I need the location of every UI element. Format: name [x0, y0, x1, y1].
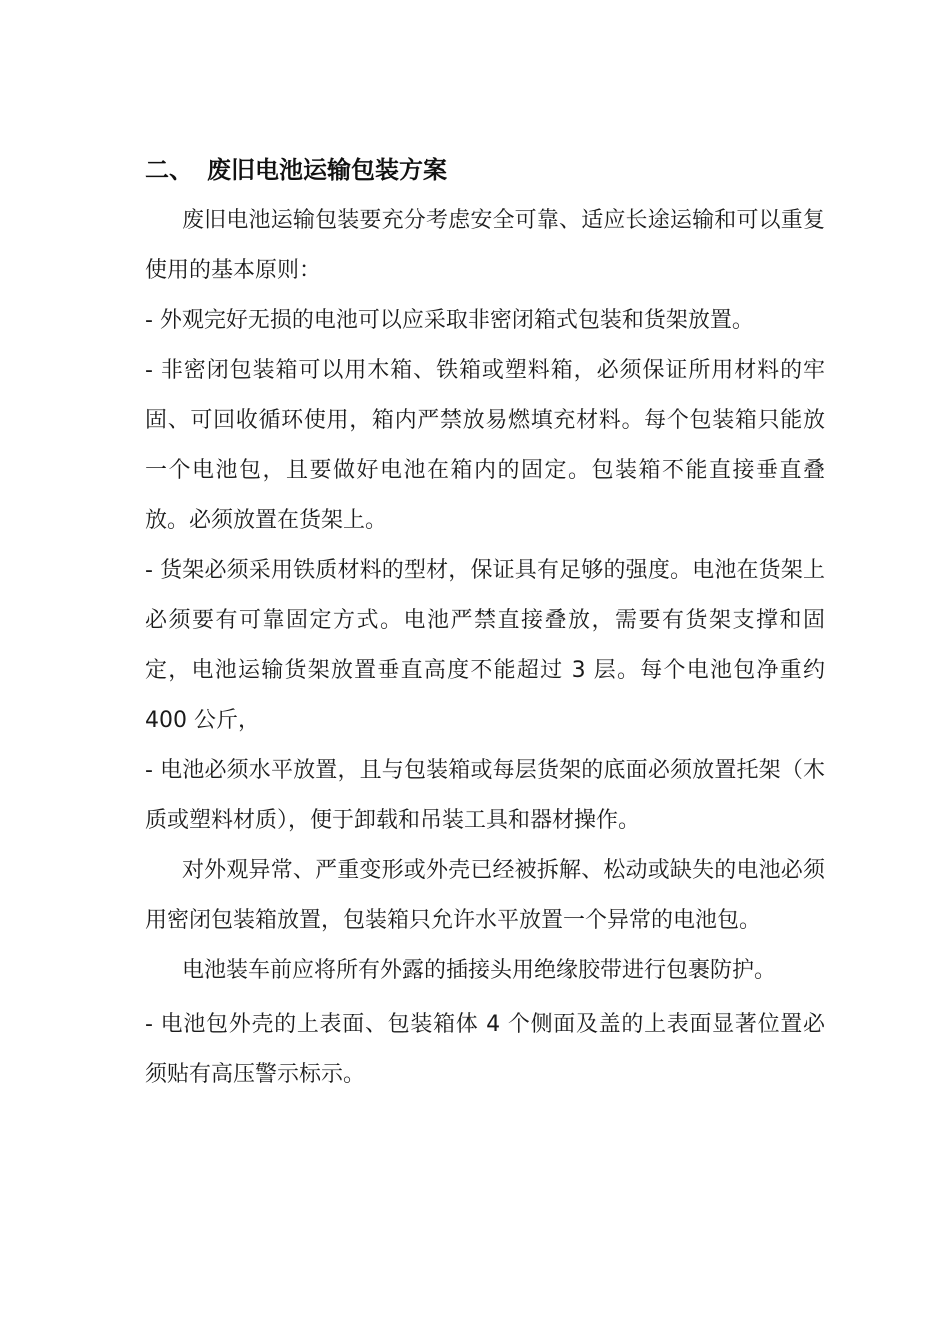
section-number: 二、: [145, 156, 193, 184]
document-body: [145, 196, 825, 1100]
paragraph-bullet-warning-labels: - 电池包外壳的上表面、包装箱体 4 个侧面及盖的上表面显著位置必须贴有高压警示标示。: [145, 1012, 825, 1087]
paragraph-insulation: 电池装车前应将所有外露的插接头用绝缘胶带进行包裹防护。: [182, 958, 777, 983]
paragraph-bullet-horizontal: - 电池必须水平放置，且与包装箱或每层货架的底面必须放置托架（木质或塑料材质），便于卸载和吊装工具和器材操作。: [145, 758, 825, 833]
paragraph-intro: 废旧电池运输包装要充分考虑安全可靠、适应长途运输和可以重复使用的基本原则：: [145, 208, 825, 283]
section-title: 废旧电池运输包装方案: [207, 156, 447, 184]
paragraph-bullet-shelves: - 货架必须采用铁质材料的型材，保证具有足够的强度。电池在货架上必须要有可靠固定方式。电池严禁直接叠放，需要有货架支撑和固定，电池运输货架放置垂直高度不能超过 3 层。每个电池包净重约 400 公斤，: [145, 558, 825, 733]
section-heading: [145, 150, 447, 190]
paragraph-bullet-open-boxes: - 非密闭包装箱可以用木箱、铁箱或塑料箱，必须保证所用材料的牢固、可回收循环使用，箱内严禁放易燃填充材料。每个包装箱只能放一个电池包，且要做好电池在箱内的固定。包装箱不能直接垂直叠放。必须放置在货架上。: [145, 358, 825, 533]
paragraph-abnormal-batteries: 对外观异常、严重变形或外壳已经被拆解、松动或缺失的电池必须用密闭包装箱放置，包装箱只允许水平放置一个异常的电池包。: [145, 858, 825, 933]
paragraph-bullet-intact-batteries: - 外观完好无损的电池可以应采取非密闭箱式包装和货架放置。: [145, 308, 754, 333]
